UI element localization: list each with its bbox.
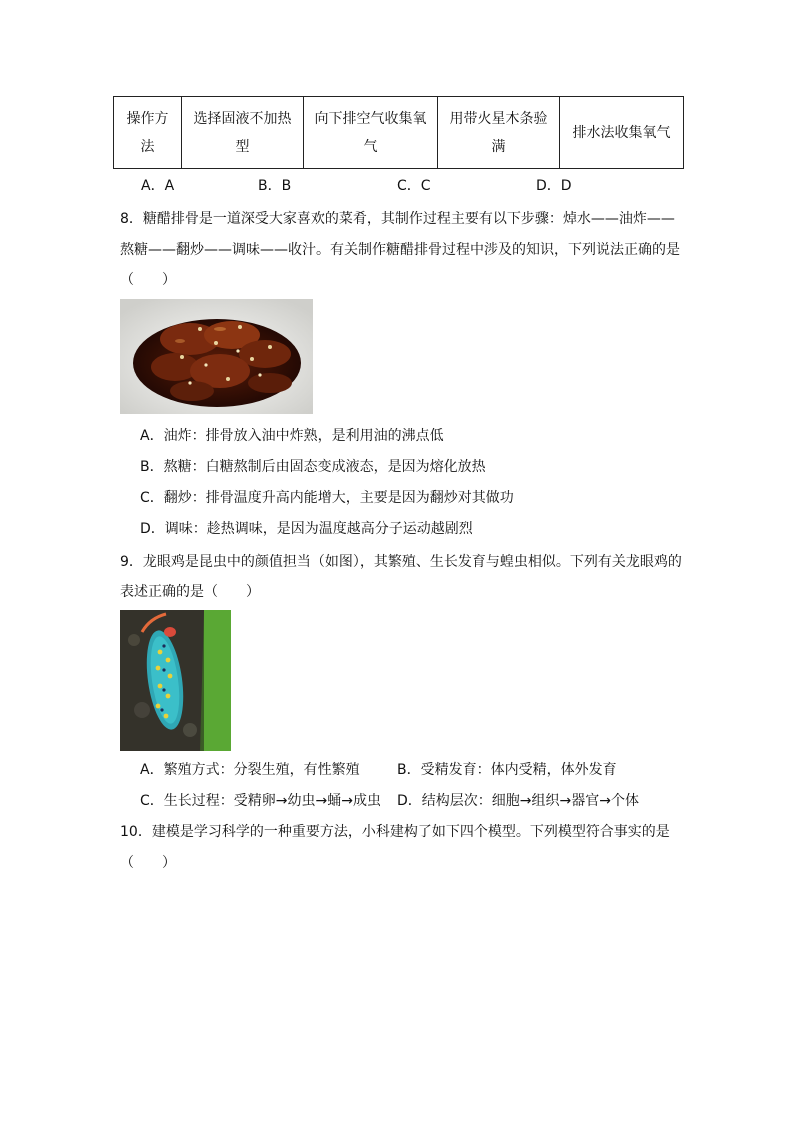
- q8-option-d: D．调味：趁热调味，是因为温度越高分子运动越剧烈: [140, 521, 473, 537]
- q9-option-d: D．结构层次：细胞→组织→器官→个体: [397, 793, 639, 809]
- table-cell: 操作方法: [114, 97, 182, 169]
- lanternfly-image: [120, 610, 231, 751]
- lanternfly-photo: [120, 610, 231, 751]
- table-row: [114, 97, 684, 169]
- pork-ribs-image: [120, 299, 313, 414]
- q8-stem-line3: （ ）: [120, 272, 176, 288]
- q9-option-c: C．生长过程：受精卵→幼虫→蛹→成虫: [140, 793, 381, 809]
- table-cell: 用带火星木条验满: [438, 97, 560, 169]
- pork-ribs-photo: [120, 299, 313, 414]
- q9-option-a: A．繁殖方式：分裂生殖，有性繁殖: [140, 762, 360, 778]
- q7-option-b: B．B: [258, 178, 292, 194]
- q8-option-a: A．油炸：排骨放入油中炸熟，是利用油的沸点低: [140, 428, 444, 444]
- q10-stem-line1: 10．建模是学习科学的一种重要方法，小科建构了如下四个模型。下列模型符合事实的是: [120, 824, 670, 840]
- table-cell: 向下排空气收集氧气: [304, 97, 438, 169]
- q10-stem-line2: （ ）: [120, 855, 176, 871]
- table-cell: 选择固液不加热型: [182, 97, 304, 169]
- q7-option-d: D．D: [536, 178, 572, 194]
- q8-stem-line2: 熬糖——翻炒——调味——收汁。有关制作糖醋排骨过程中涉及的知识，下列说法正确的是: [120, 242, 680, 258]
- q7-option-c: C．C: [397, 178, 431, 194]
- table-cell: 排水法收集氧气: [560, 97, 684, 169]
- q7-option-a: A．A: [141, 178, 175, 194]
- q8-stem-line1: 8．糖醋排骨是一道深受大家喜欢的菜肴，其制作过程主要有以下步骤：焯水——油炸——: [120, 211, 675, 227]
- q9-option-b: B．受精发育：体内受精，体外发育: [397, 762, 617, 778]
- q8-option-b: B．熬糖：白糖熬制后由固态变成液态，是因为熔化放热: [140, 459, 486, 475]
- q9-stem-line1: 9．龙眼鸡是昆虫中的颜值担当（如图），其繁殖、生长发育与蝗虫相似。下列有关龙眼鸡的: [120, 554, 682, 570]
- experiment-table: [113, 96, 684, 169]
- q8-option-c: C．翻炒：排骨温度升高内能增大，主要是因为翻炒对其做功: [140, 490, 514, 506]
- q9-stem-line2: 表述正确的是（ ）: [120, 584, 260, 600]
